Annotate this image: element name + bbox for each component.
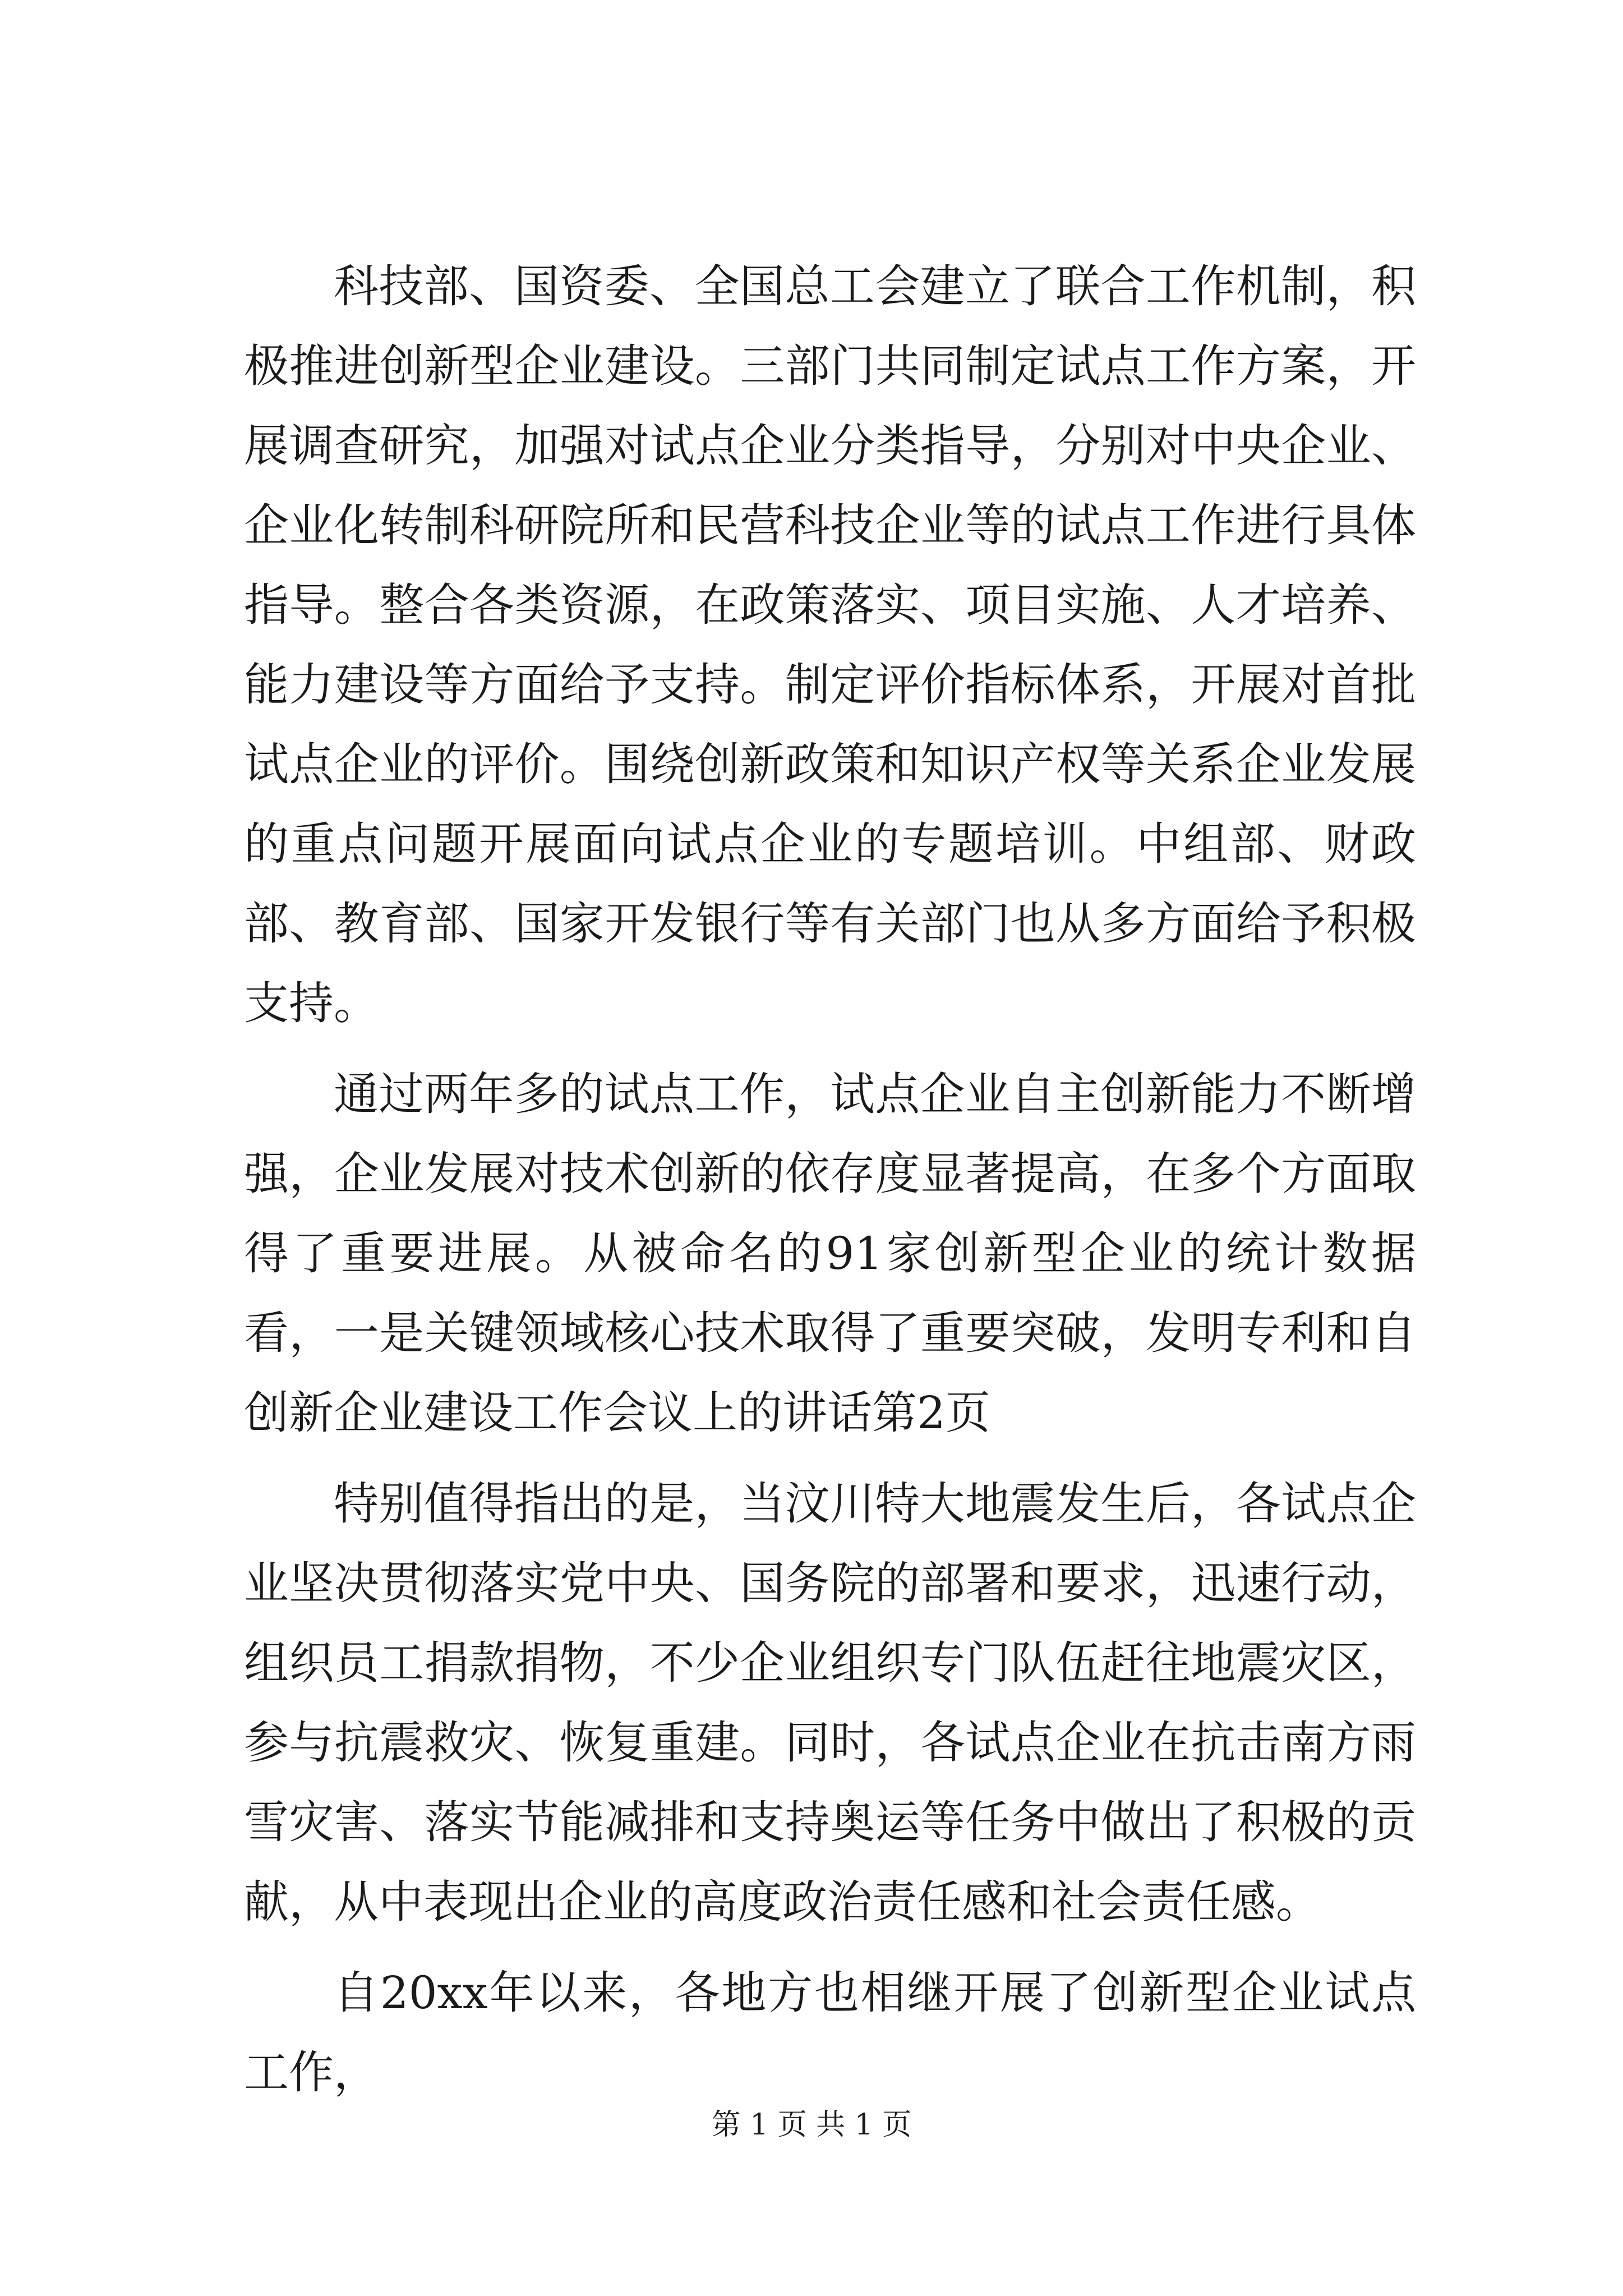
page-footer: 第 1 页 共 1 页 (711, 2108, 912, 2142)
paragraph-3: 特别值得指出的是，当汶川特大地震发生后，各试点企业坚决贯彻落实党中央、国务院的部署和要求，迅速行动，组织员工捐款捐物，不少企业组织专门队伍赶往地震灾区，参与抗震救灾、恢复重建。同时，各试点企业在抗击南方雨雪灾害、落实节能减排和支持奥运等任务中做出了积极的贡献，从中表现出企业的高度政治责任感和社会责任感。 (244, 1478, 1416, 1928)
paragraph-2: 通过两年多的试点工作，试点企业自主创新能力不断增强，企业发展对技术创新的依存度显著提高，在多个方面取得了重要进展。从被命名的91家创新型企业的统计数据看，一是关键领域核心技术取得了重要突破，发明专利和自创新企业建设工作会议上的讲话第2页 (244, 1068, 1416, 1439)
paragraph-1: 科技部、国资委、全国总工会建立了联合工作机制，积极推进创新型企业建设。三部门共同制定试点工作方案，开展调查研究，加强对试点企业分类指导，分别对中央企业、企业化转制科研院所和民营科技企业等的试点工作进行具体指导。整合各类资源，在政策落实、项目实施、人才培养、能力建设等方面给予支持。制定评价指标体系，开展对首批试点企业的评价。围绕创新政策和知识产权等关系企业发展的重点问题开展面向试点企业的专题培训。中组部、财政部、教育部、国家开发银行等有关部门也从多方面给予积极支持。 (244, 260, 1416, 1029)
body-text (244, 247, 1416, 2124)
paragraph-4: 自20xx年以来，各地方也相继开展了创新型企业试点工作， (244, 1967, 1416, 2099)
